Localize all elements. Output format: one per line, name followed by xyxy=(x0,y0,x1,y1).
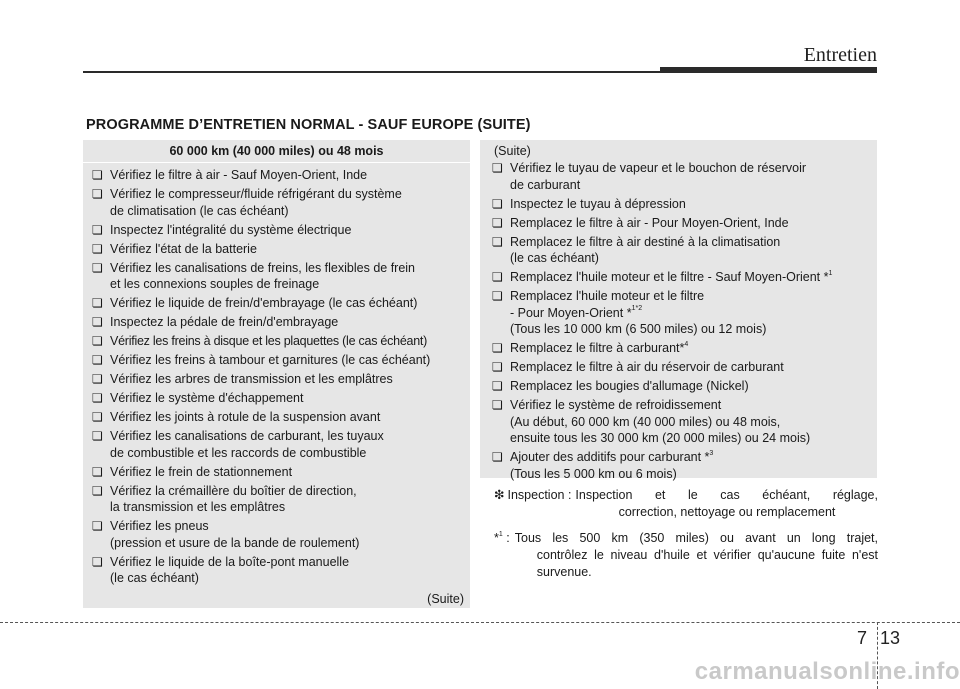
checklist-item-text: (le cas échéant) xyxy=(110,571,199,585)
header-rule xyxy=(83,71,663,73)
checkbox-icon: ❏ xyxy=(92,391,103,405)
checklist-item-text: la transmission et les emplâtres xyxy=(110,500,286,514)
inspection-label: Inspection : xyxy=(507,488,572,502)
checklist-item xyxy=(492,359,877,376)
checklist-item-text: Vérifiez le tuyau de vapeur et le bouchon de réservoir xyxy=(510,161,807,175)
checklist-item-text: Inspectez la pédale de frein/d'embrayage xyxy=(110,315,339,329)
checklist-item xyxy=(92,371,470,388)
checkbox-icon: ❏ xyxy=(492,341,503,355)
checklist-item-text: - Pour Moyen-Orient *$^{1*2}$ xyxy=(510,305,643,320)
checklist-item-text: de combustible et les raccords de combustible xyxy=(110,445,367,460)
checklist-item-text: (Tous les 5 000 km ou 6 mois) xyxy=(510,466,677,481)
checkbox-icon: ❏ xyxy=(92,315,103,329)
footnote-text xyxy=(510,530,878,581)
header-rule-accent xyxy=(660,67,877,73)
checklist-item-text: Remplacez le filtre à air - Pour Moyen-Orient, Inde xyxy=(510,215,789,230)
checklist-item xyxy=(492,449,877,482)
footnote-line1: Tous les 500 km (350 miles) ou avant un long trajet, xyxy=(514,531,878,545)
footnote-reference: 4 xyxy=(684,340,689,348)
checklist-item-text: Vérifiez les freins à disque et les plaquettes (le cas échéant) xyxy=(110,334,428,348)
checklist-item-text: Vérifiez le liquide de la boîte-pont manuelle xyxy=(110,554,350,569)
checklist-item-text: Vérifiez les canalisations de freins, les flexibles de frein xyxy=(110,260,416,275)
checklist-item-text: Vérifiez le système d'échappement xyxy=(110,391,304,405)
checklist-item-text: Vérifiez les joints à rotule de la suspension avant xyxy=(110,410,381,424)
checklist-item xyxy=(492,234,877,267)
checklist-item xyxy=(492,378,877,395)
checklist-item-text: Vérifiez le compresseur/fluide réfrigérant du système xyxy=(110,187,402,201)
checkbox-icon: ❏ xyxy=(492,215,503,230)
checklist-item-text: Remplacez le filtre à air destiné à la climatisation xyxy=(510,234,781,249)
checkbox-icon: ❏ xyxy=(92,483,103,498)
checklist-item-text: Vérifiez la crémaillère du boîtier de direction, xyxy=(110,483,357,498)
footer-rule xyxy=(0,622,960,623)
checklist-item-text: ensuite tous les 30 000 km (20 000 miles) ou 24 mois) xyxy=(510,431,811,445)
footnote-1 xyxy=(494,530,878,581)
checklist-item xyxy=(92,390,470,407)
checkbox-icon: ❏ xyxy=(92,410,103,424)
right-maintenance-panel xyxy=(480,140,877,481)
checklist-item xyxy=(92,428,470,461)
checklist-item xyxy=(92,295,470,312)
footnote-line3: survenue. xyxy=(536,565,592,579)
checklist-item xyxy=(492,269,877,286)
checklist-item-text: Inspectez l'intégralité du système électrique xyxy=(110,222,352,237)
checkbox-icon: ❏ xyxy=(492,270,503,284)
checklist-item xyxy=(92,241,470,258)
checkbox-icon: ❏ xyxy=(492,450,503,464)
checkbox-icon: ❏ xyxy=(92,353,103,367)
checkbox-icon: ❏ xyxy=(492,161,503,175)
interval-header: 60 000 km (40 000 miles) ou 48 mois xyxy=(83,140,470,163)
checklist-item-text: de carburant xyxy=(510,177,581,192)
continued-label: (Suite) xyxy=(427,592,464,606)
checklist-item xyxy=(492,397,877,447)
section-title: PROGRAMME D’ENTRETIEN NORMAL - SAUF EUROPE (SUITE) xyxy=(86,117,531,133)
checklist-item-text: Vérifiez les canalisations de carburant, les tuyaux xyxy=(110,429,384,443)
checkbox-icon: ❏ xyxy=(92,429,103,443)
footnote-reference: 3 xyxy=(709,449,714,457)
checkbox-icon: ❏ xyxy=(92,554,103,569)
checklist-item xyxy=(92,464,470,481)
checklist-item-text: Vérifiez l'état de la batterie xyxy=(110,241,257,256)
checklist-item xyxy=(92,352,470,369)
checklist-item-text: Vérifiez les freins à tambour et garnitures (le cas échéant) xyxy=(110,353,431,367)
right-checklist xyxy=(480,160,877,482)
checklist-item xyxy=(492,160,877,193)
checkbox-icon: ❏ xyxy=(92,372,103,386)
checkbox-icon: ❏ xyxy=(92,519,103,533)
checklist-item xyxy=(92,518,470,551)
checkbox-icon: ❏ xyxy=(92,464,103,479)
checklist-item-text: de climatisation (le cas échéant) xyxy=(110,203,289,218)
checklist-item-text: Ajouter des additifs pour carburant *$^3$ xyxy=(510,449,714,464)
checkbox-icon: ❏ xyxy=(492,379,503,393)
footnote-star: * xyxy=(494,531,499,545)
checklist-item-text: Vérifiez les arbres de transmission et les emplâtres xyxy=(110,372,393,386)
checkbox-icon: ❏ xyxy=(92,260,103,275)
checklist-item xyxy=(92,260,470,293)
page-number: 13 xyxy=(880,628,901,648)
footnote-reference: 1 xyxy=(828,269,833,277)
checklist-item xyxy=(92,483,470,516)
checklist-item xyxy=(92,409,470,426)
footnote-reference: 1*2 xyxy=(631,305,643,313)
checklist-item-text: Inspectez le tuyau à dépression xyxy=(510,196,686,211)
inspection-legend xyxy=(494,487,878,521)
inspection-symbol-icon: ❇ xyxy=(494,488,505,502)
checkbox-icon: ❏ xyxy=(492,398,503,412)
checkbox-icon: ❏ xyxy=(92,222,103,237)
checklist-item-text: (Tous les 10 000 km (6 500 miles) ou 12 mois) xyxy=(510,322,767,336)
checklist-item xyxy=(92,333,470,350)
checklist-item-text: Vérifiez le frein de stationnement xyxy=(110,464,293,479)
checklist-item-text: Remplacez le filtre à carburant*$^4$ xyxy=(510,340,689,355)
left-maintenance-panel xyxy=(83,140,470,608)
checkbox-icon: ❏ xyxy=(92,241,103,256)
inspection-definition-line2: correction, nettoyage ou remplacement xyxy=(618,505,836,519)
checkbox-icon: ❏ xyxy=(492,234,503,249)
checklist-item-text: Remplacez l'huile moteur et le filtre - Sauf Moyen-Orient *$^1$ xyxy=(510,269,833,284)
continued-label-top: (Suite) xyxy=(494,144,531,158)
checklist-item-text: (pression et usure de la bande de roulement) xyxy=(110,535,360,550)
checklist-item xyxy=(92,314,470,331)
checkbox-icon: ❏ xyxy=(492,196,503,211)
checklist-item-text: Vérifiez le liquide de frein/d'embrayage (le cas échéant) xyxy=(110,296,418,310)
left-checklist xyxy=(83,163,470,587)
chapter-number: 7 xyxy=(857,628,868,648)
checklist-item xyxy=(92,222,470,239)
checkbox-icon: ❏ xyxy=(92,187,103,201)
checklist-item-text: Remplacez le filtre à air du réservoir de carburant xyxy=(510,360,784,374)
checklist-item-text: (le cas échéant) xyxy=(510,251,599,265)
checklist-item-text: (Au début, 60 000 km (40 000 miles) ou 48 mois, xyxy=(510,414,781,429)
checklist-item-text: Remplacez l'huile moteur et le filtre xyxy=(510,289,705,303)
checkbox-icon: ❏ xyxy=(492,360,503,374)
checklist-item xyxy=(492,288,877,338)
checkbox-icon: ❏ xyxy=(492,289,503,303)
checklist-item xyxy=(92,167,470,184)
checklist-item xyxy=(492,215,877,232)
checkbox-icon: ❏ xyxy=(92,334,103,348)
footnote-sup: 1 xyxy=(498,530,503,538)
checkbox-icon: ❏ xyxy=(92,168,103,182)
footnote-line2: contrôlez le niveau d'huile et vérifier qu'aucune fuite n'est xyxy=(536,548,878,562)
footnote-marker xyxy=(494,530,510,581)
watermark: carmanualsonline.info xyxy=(694,658,960,685)
checklist-item xyxy=(492,196,877,213)
checkbox-icon: ❏ xyxy=(92,296,103,310)
checklist-item-text: Remplacez les bougies d'allumage (Nickel) xyxy=(510,379,749,393)
footnote-colon: : xyxy=(506,531,510,545)
checklist-item xyxy=(92,554,470,587)
inspection-definition-line1: Inspection et le cas échéant, réglage, xyxy=(575,488,878,502)
checklist-item-text: Vérifiez le filtre à air - Sauf Moyen-Orient, Inde xyxy=(110,168,368,182)
checklist-item xyxy=(492,340,877,357)
checklist-item-text: Vérifiez les pneus xyxy=(110,519,209,533)
checklist-item xyxy=(92,186,470,219)
checklist-item-text: Vérifiez le système de refroidissement xyxy=(510,398,722,412)
chapter-title: Entretien xyxy=(803,44,877,66)
checklist-item-text: et les connexions souples de freinage xyxy=(110,277,320,291)
